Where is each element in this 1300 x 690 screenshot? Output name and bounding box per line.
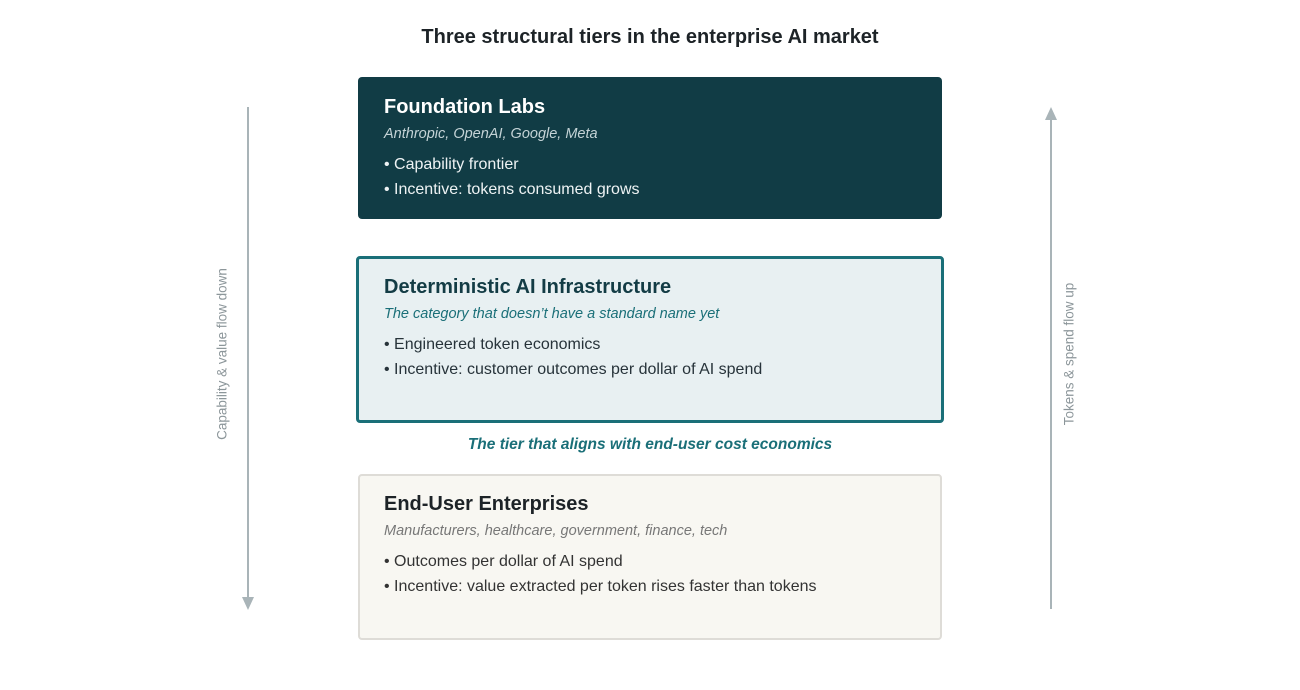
tier-bullet: • Outcomes per dollar of AI spend	[384, 553, 623, 570]
down-arrow	[242, 107, 254, 610]
tier-deterministic-ai-infrastructure	[356, 256, 944, 423]
left-flow-label: Capability & value flow down	[214, 268, 230, 440]
tier-bullet: • Incentive: value extracted per token rises faster than tokens	[384, 578, 817, 595]
tier-name: Deterministic AI Infrastructure	[384, 276, 672, 298]
tier-bullet-list	[384, 549, 920, 599]
tier-bullet-list	[384, 332, 921, 382]
tier-foundation-labs	[358, 77, 942, 219]
tier-name: Foundation Labs	[384, 96, 546, 118]
right-flow-label: Tokens & spend flow up	[1061, 282, 1077, 426]
up-arrow	[1045, 107, 1057, 609]
tier-name: End-User Enterprises	[384, 493, 589, 515]
middle-tier-caption: The tier that aligns with end-user cost economics	[467, 436, 833, 453]
tier-subtitle: Manufacturers, healthcare, government, finance, tech	[384, 523, 728, 539]
tier-subtitle: Anthropic, OpenAI, Google, Meta	[384, 126, 598, 142]
tier-bullet: • Capability frontier	[384, 156, 519, 173]
tier-bullet: • Incentive: tokens consumed grows	[384, 181, 640, 198]
tier-bullet-list	[384, 152, 922, 202]
tier-bullet: • Incentive: customer outcomes per dollar of AI spend	[384, 361, 763, 378]
diagram-title: Three structural tiers in the enterprise AI market	[421, 26, 879, 48]
tier-end-user-enterprises	[358, 474, 942, 640]
tier-subtitle: The category that doesn’t have a standard name yet	[384, 306, 720, 322]
tier-bullet: • Engineered token economics	[384, 336, 601, 353]
